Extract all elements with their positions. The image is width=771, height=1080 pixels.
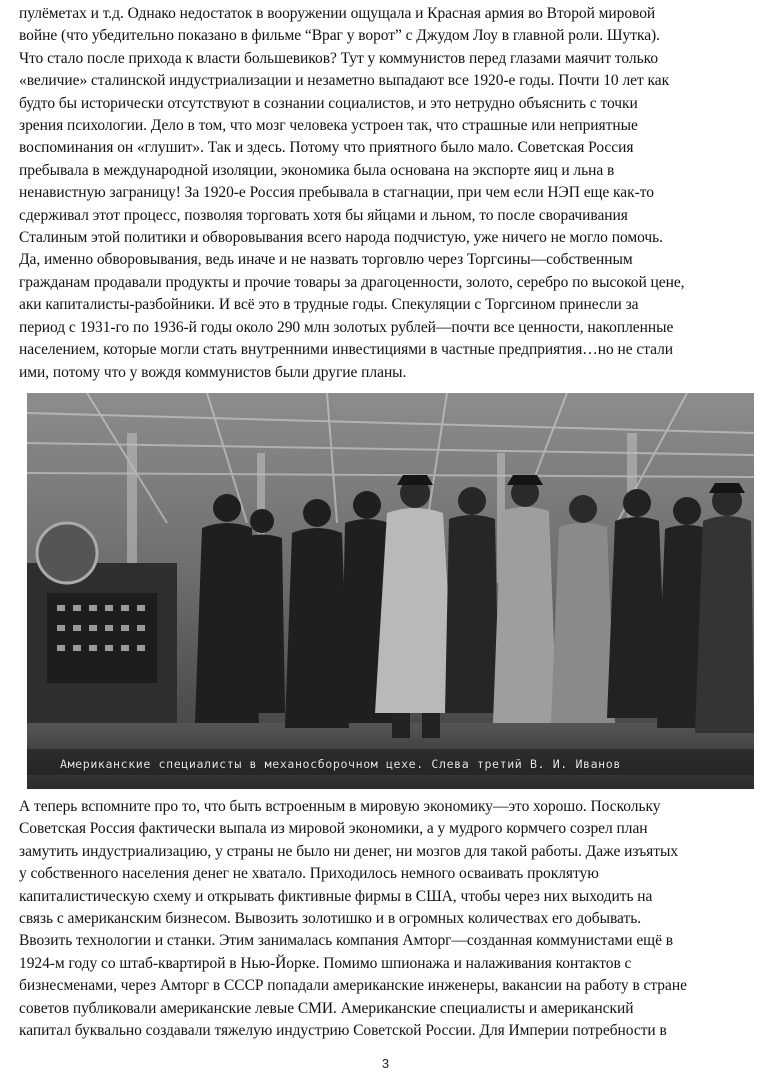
text-line: бизнесменами, через Амторг в СССР попадали американские инженеры, вакансии на работу в стране: [19, 977, 687, 995]
text-line: Ввозить технологии и станки. Этим занималась компания Амторг—созданная коммунистами ещё в: [19, 932, 673, 950]
text-line: связь с американским бизнесом. Вывозить золотишко и в огромных количествах его добывать.: [19, 910, 642, 928]
historical-photo: [27, 393, 754, 789]
text-line: «величие» сталинской индустриализации и незаметно выпадают все 1920-е годы. Почти 10 лет как: [19, 72, 670, 90]
text-line: 1924-м году со штаб-квартирой в Нью-Йорке. Помимо шпионажа и налаживания контактов с: [19, 954, 632, 972]
text-line: населением, которые могли стать внутренними инвестициями в частные предприятия…но не стали: [19, 341, 674, 359]
text-line: пулёметах и т.д. Однако недостаток в вооружении ощущала и Красная армия во Второй мировой: [19, 5, 656, 22]
text-line: период с 1931-го по 1936-й годы около 290 млн золотых рублей—почти все ценности, накопленные: [19, 318, 674, 336]
paragraph-bottom: [19, 796, 759, 1042]
text-line: А теперь вспомните про то, что быть встроенным в мировую экономику—это хорошо. Поскольку: [19, 798, 661, 815]
text-line: воспоминания он «глушит». Так и здесь. Потому что приятного было мало. Советская Россия: [19, 139, 634, 157]
text-line: зрения психологии. Дело в том, что мозг человека устроен так, что страшные или неприятные: [19, 117, 638, 135]
text-line: сдерживал этот процесс, позволяя торговать хотя бы яйцами и льном, то после сворачивания: [19, 206, 628, 224]
text-line: пребывала в международной изоляции, экономика была основана на экспорте яиц и льна в: [19, 161, 615, 179]
text-line: войне (что убедительно показано в фильме “Враг у ворот” с Джудом Лоу в главной роли. Шутка).: [19, 27, 660, 45]
photo-caption: Американские специалисты в механосборочном цехе. Слева третий В. И. Иванов: [60, 757, 621, 771]
text-line: Да, именно обворовывания, ведь иначе и не назвать торговлю через Торгсины—собственным: [19, 251, 633, 269]
text-line: ненавистную заграницу! За 1920-е Россия пребывала в стагнации, при чем если НЭП еще как-то: [19, 184, 654, 202]
text-line: аки капиталисты-разбойники. И всё это в трудные годы. Спекуляции с Торгсином принесли за: [19, 296, 639, 314]
text-line: капиталистическую схему и открывать фиктивные фирмы в США, чтобы через них выходить на: [19, 887, 653, 905]
text-line: замутить индустриализацию, у страны не было ни денег, ни мозгов для такой работы. Даже изъятых: [19, 842, 679, 860]
text-line: ими, потому что у вождя коммунистов были другие планы.: [19, 363, 407, 381]
text-line: советов публиковали американские левые СМИ. Американские специалисты и американский: [19, 999, 634, 1017]
text-line: капитал буквально создавали тяжелую индустрию Советской России. Для Империи потребности в: [19, 1022, 667, 1040]
text-line: у собственного населения денег не хватало. Приходилось немного осваивать проклятую: [19, 865, 599, 883]
text-line: Что стало после прихода к власти большевиков? Тут у коммунистов перед глазами маячит только: [19, 49, 659, 67]
text-line: Советская Россия фактически выпала из мировой экономики, а у мудрого кормчего созрел план: [19, 820, 648, 838]
text-line: Сталиным этой политики и обворовывания всего народа подчистую, уже ничего не могло помочь.: [19, 229, 664, 247]
text-line: будто бы исторически отсутствуют в сознании социалистов, и это нетрудно объяснить с точки: [19, 94, 638, 112]
page-number: 3: [381, 1056, 390, 1071]
paragraph-top: [19, 3, 759, 384]
text-line: гражданам продавали продукты и прочие товары за драгоценности, золото, серебро по высокой цене,: [19, 273, 685, 291]
